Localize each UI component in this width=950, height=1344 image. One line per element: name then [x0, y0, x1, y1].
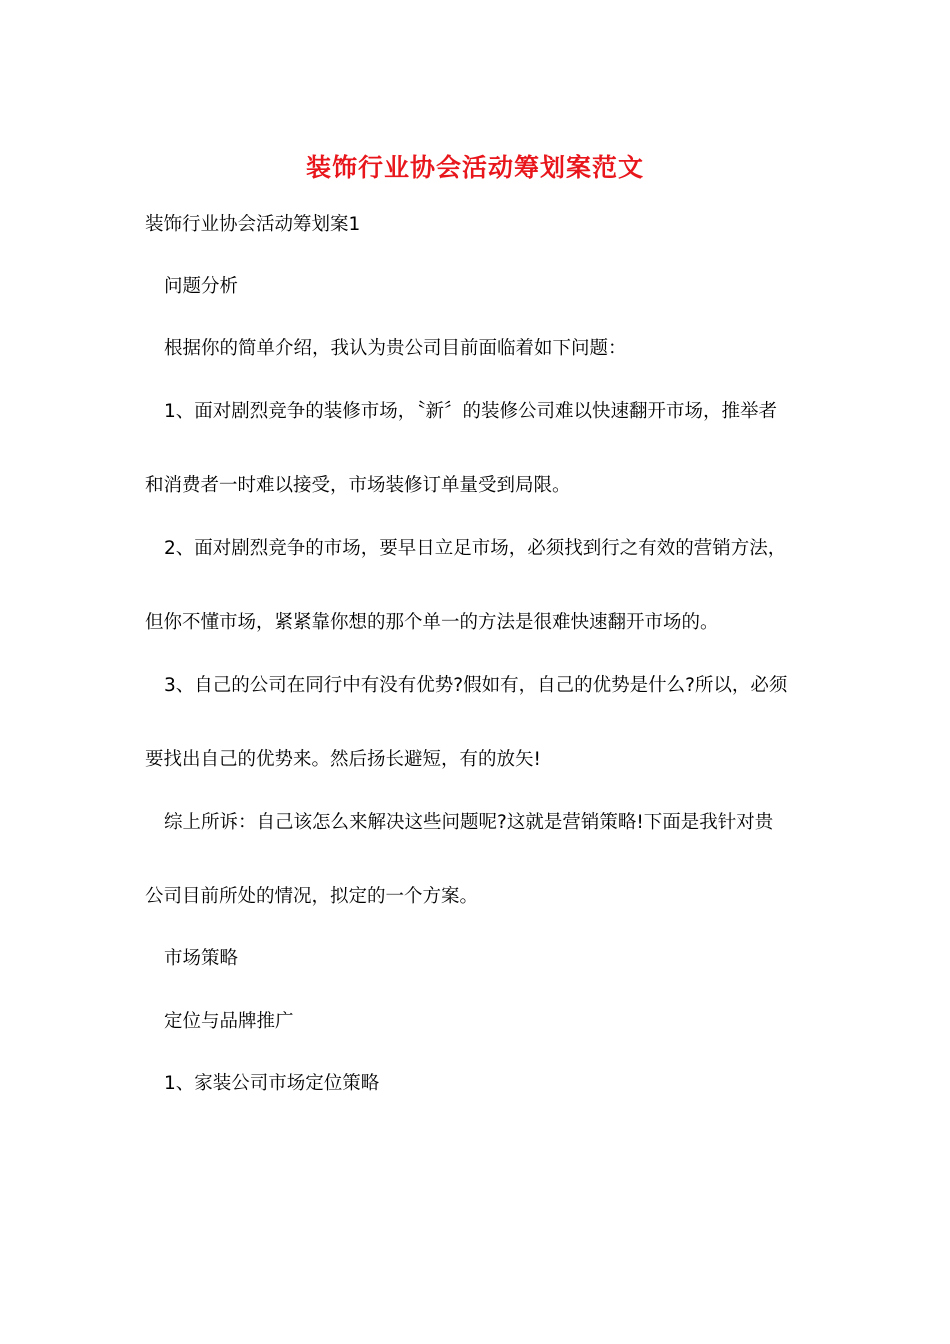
section-heading: 装饰行业协会活动筹划案1	[145, 214, 361, 235]
summary-cont: 公司目前所处的情况，拟定的一个方案。	[145, 886, 479, 907]
summary-line: 综上所诉：自己该怎么来解决这些问题呢?这就是营销策略!下面是我针对贵	[164, 812, 774, 833]
subheading: 定位与品牌推广	[164, 1011, 294, 1032]
list-item-1-cont: 和消费者一时难以接受，市场装修订单量受到局限。	[145, 475, 571, 496]
list-item-3-cont: 要找出自己的优势来。然后扬长避短，有的放矢!	[145, 749, 541, 770]
list-item-2-cont: 但你不懂市场，紧紧靠你想的那个单一的方法是很难快速翻开市场的。	[145, 612, 719, 633]
subheading: 问题分析	[164, 276, 239, 297]
paragraph-line: 根据你的简单介绍，我认为贵公司目前面临着如下问题：	[164, 338, 627, 359]
subheading: 市场策略	[164, 948, 239, 969]
list-item-2-line: 2、面对剧烈竞争的市场，要早日立足市场，必须找到行之有效的营销方法，	[164, 538, 787, 559]
list-item-3-line: 3、自己的公司在同行中有没有优势?假如有，自己的优势是什么?所以，必须	[164, 675, 788, 696]
list-item-line: 1、家装公司市场定位策略	[164, 1073, 380, 1094]
document-title: 装饰行业协会活动筹划案范文	[305, 153, 644, 182]
list-item-1-line: 1、面对剧烈竞争的装修市场，〝新〞的装修公司难以快速翻开市场，推举者	[164, 401, 778, 422]
